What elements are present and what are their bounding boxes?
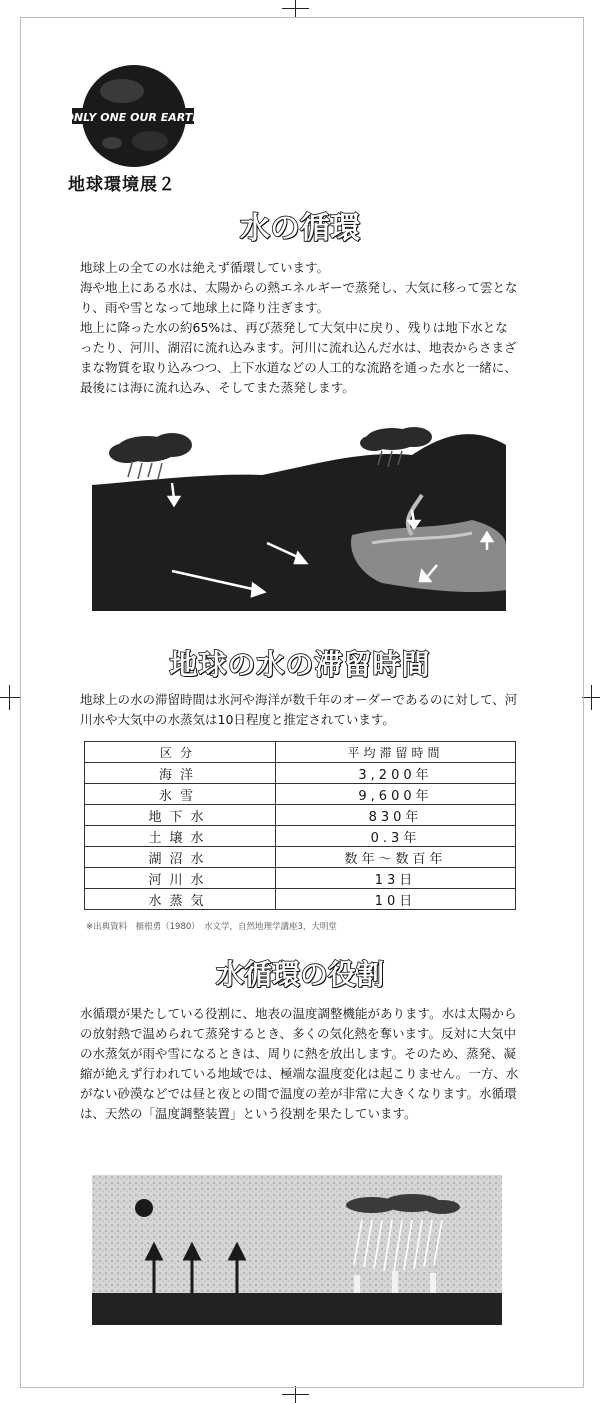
time-cell: 13日 — [276, 868, 516, 889]
section-heading-role-of-water-cycle: 水循環の役割 — [215, 958, 384, 991]
column-header: 区分 — [85, 742, 276, 763]
category-cell: 湖沼水 — [85, 847, 276, 868]
crop-mark-left-v — [9, 685, 10, 710]
earth-logo-icon — [64, 63, 202, 168]
crop-mark-right-v — [591, 685, 592, 710]
time-cell: 0.3年 — [276, 826, 516, 847]
category-cell: 海洋 — [85, 763, 276, 784]
crop-mark-left — [0, 697, 20, 698]
residence-time-table — [84, 741, 516, 910]
role-text: 水循環が果たしている役割に、地表の温度調整機能があります。水は太陽からの放射熱で温められて蒸発するとき、多くの気化熱を奪います。反対に大気中の水蒸気が雨や雪になるときは、周りに熱を放出します。そのため、蒸発、凝縮が絶えず行われている地域では、極端な温度変化は起こりません。一方、水がない砂漠などでは昼と夜との間で温度の差が非常に大きくなります。水循環は、天然の「温度調整装置」という役割を果たしています。 — [80, 1006, 519, 1121]
category-cell: 水蒸気 — [85, 889, 276, 910]
paragraph: 地球上の全ての水は絶えず循環しています。 — [80, 260, 330, 275]
table-row — [85, 868, 516, 889]
table-row — [85, 847, 516, 868]
exhibition-title: 地球環境展２ — [68, 175, 176, 195]
logo-ring-text: ONLY ONE OUR EARTH — [64, 111, 202, 124]
temperature-regulation-illustration — [92, 1175, 502, 1325]
paragraph: 海や地上にある水は、太陽からの熱エネルギーで蒸発し、大気に移って雲となり、雨や雪となって地球上に降り注ぎます。 — [80, 280, 518, 315]
time-cell: 数年～数百年 — [276, 847, 516, 868]
table-row — [85, 763, 516, 784]
residence-time-text: 地球上の水の滞留時間は氷河や海洋が数千年のオーダーであるのに対して、河川水や大気中の水蒸気は10日程度と推定されています。 — [80, 692, 518, 727]
section-heading-water-cycle: 水の循環 — [240, 211, 360, 246]
table-row — [85, 889, 516, 910]
table-row — [85, 826, 516, 847]
table-row — [85, 805, 516, 826]
table-header-row — [85, 742, 516, 763]
category-cell: 氷雪 — [85, 784, 276, 805]
water-cycle-illustration — [92, 425, 506, 611]
time-cell: 3,200年 — [276, 763, 516, 784]
category-cell: 地下水 — [85, 805, 276, 826]
paragraph: 地上に降った水の約65%は、再び蒸発して大気中に戻り、残りは地下水となったり、河川、湖沼に流れ込みます。河川に流れ込んだ水は、地表からさまざまな物質を取り込みつつ、上下水道などの人工的な流路を通った水と一緒に、最後には海に流れ込み、そしてまた蒸発します。 — [80, 320, 517, 395]
crop-mark-top-h — [282, 8, 309, 9]
time-cell: 9,600年 — [276, 784, 516, 805]
table-row — [85, 784, 516, 805]
time-cell: 830年 — [276, 805, 516, 826]
category-cell: 土壌水 — [85, 826, 276, 847]
time-cell: 10日 — [276, 889, 516, 910]
table-source-note: ※出典資料 榧根勇（1980） 水文学，自然地理学講座3，大明堂 — [86, 922, 337, 932]
column-header: 平均滞留時間 — [276, 742, 516, 763]
category-cell: 河川水 — [85, 868, 276, 889]
section-heading-residence-time: 地球の水の滞留時間 — [169, 648, 431, 681]
water-cycle-text — [80, 258, 520, 398]
sun-icon — [135, 1199, 153, 1217]
crop-mark-bottom-h — [282, 1394, 309, 1395]
